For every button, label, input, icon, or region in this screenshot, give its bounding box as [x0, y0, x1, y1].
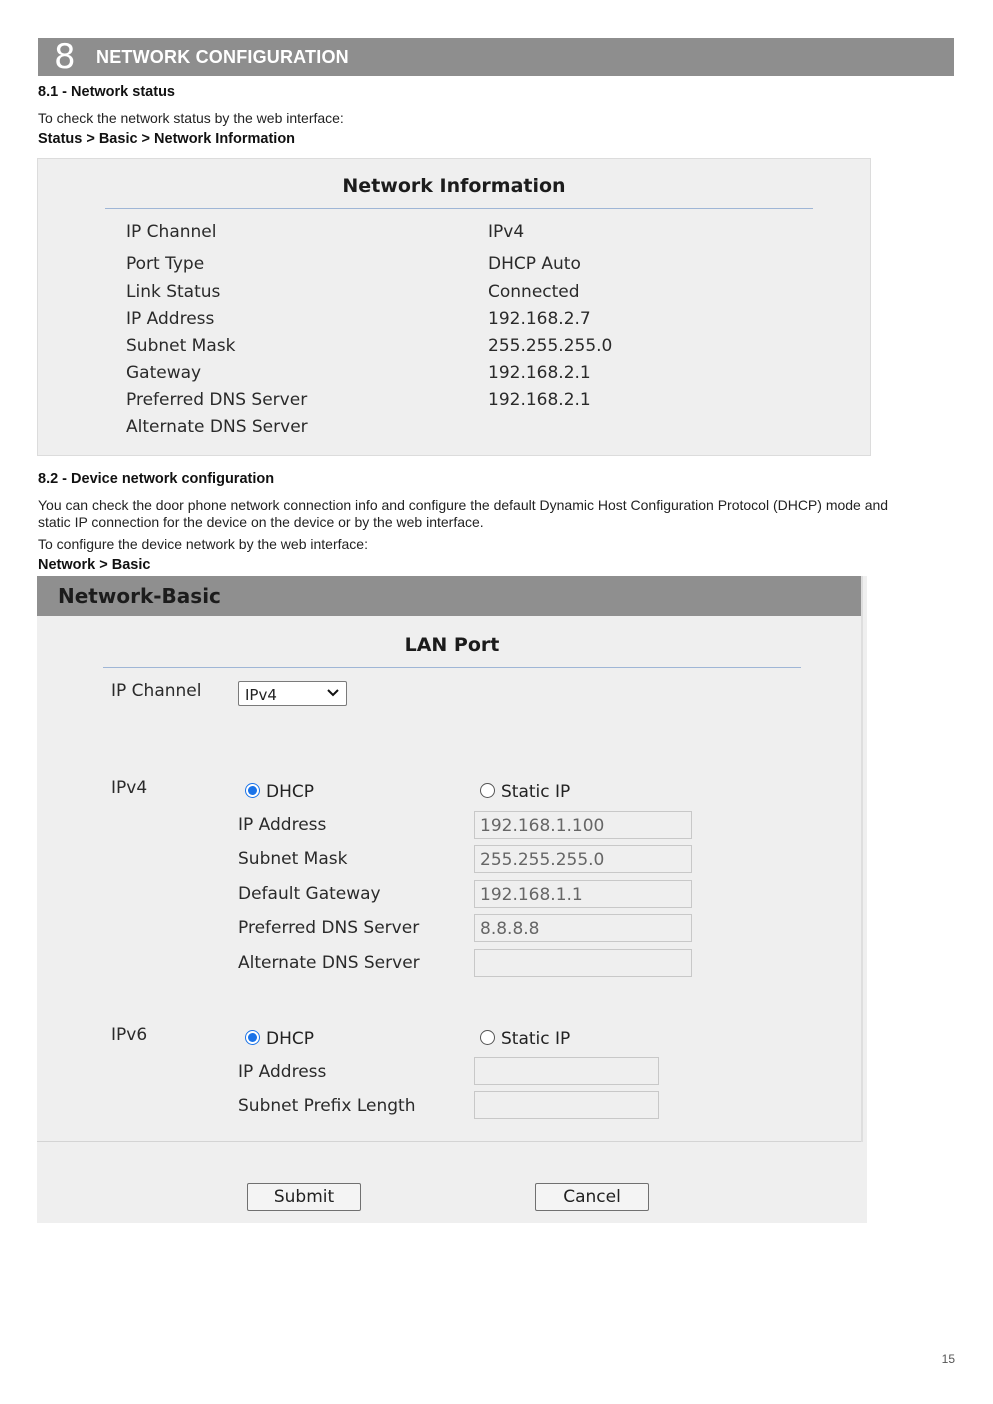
ipv4-preferred-dns-field[interactable]: 8.8.8.8 — [474, 914, 692, 942]
ipv6-dhcp-label: DHCP — [266, 1029, 314, 1049]
info-value-gateway: 192.168.2.1 — [488, 363, 591, 383]
ipv4-ip-address-label: IP Address — [238, 815, 327, 835]
ipv4-static-ip-label: Static IP — [501, 782, 571, 802]
ipv4-label: IPv4 — [111, 778, 148, 798]
ip-channel-label: IP Channel — [111, 681, 202, 701]
page-number: 15 — [941, 1352, 955, 1366]
info-value-subnet-mask: 255.255.255.0 — [488, 336, 613, 356]
ipv4-default-gateway-field[interactable]: 192.168.1.1 — [474, 880, 692, 908]
network-basic-screenshot — [37, 576, 867, 1223]
ipv6-label: IPv6 — [111, 1025, 148, 1045]
ipv6-static-ip-radio[interactable] — [480, 1030, 495, 1045]
info-label-subnet-mask: Subnet Mask — [126, 336, 236, 356]
info-label-port-type: Port Type — [126, 254, 205, 274]
ipv6-ip-address-label: IP Address — [238, 1062, 327, 1082]
chapter-title: NETWORK CONFIGURATION — [96, 47, 349, 67]
ip-channel-select[interactable] — [238, 681, 347, 706]
ipv6-static-ip-label: Static IP — [501, 1029, 571, 1049]
section-heading-device-network: 8.2 - Device network configuration — [38, 471, 275, 487]
title-divider — [105, 208, 813, 209]
network-information-screenshot — [37, 158, 871, 456]
info-value-port-type: DHCP Auto — [488, 254, 581, 274]
info-value-link-status: Connected — [488, 282, 580, 302]
form-divider — [37, 1141, 861, 1142]
ipv4-ip-address-field[interactable]: 192.168.1.100 — [474, 811, 692, 839]
info-label-gateway: Gateway — [126, 363, 202, 383]
ipv4-alternate-dns-label: Alternate DNS Server — [238, 953, 420, 973]
section-heading-network-status: 8.1 - Network status — [38, 84, 175, 100]
lan-port-divider — [103, 667, 801, 668]
info-label-link-status: Link Status — [126, 282, 221, 302]
chevron-down-icon — [327, 688, 339, 698]
info-label-ip-address: IP Address — [126, 309, 215, 329]
ipv6-dhcp-radio[interactable] — [245, 1030, 260, 1045]
section2-paragraph-line2: static IP connection for the device on the device or by the web interface. — [38, 514, 484, 530]
section1-menu-path: Status > Basic > Network Information — [38, 131, 296, 147]
chapter-number: 8 — [54, 37, 76, 77]
info-value-ip-channel: IPv4 — [488, 222, 525, 242]
section1-intro: To check the network status by the web interface: — [38, 110, 344, 126]
info-value-preferred-dns: 192.168.2.1 — [488, 390, 591, 410]
ipv6-ip-address-field[interactable] — [474, 1057, 659, 1085]
section2-paragraph-line1: You can check the door phone network connection info and configure the default Dynamic Host Configuration Protocol (DHCP) mode and — [38, 497, 889, 513]
ipv6-subnet-prefix-length-field[interactable] — [474, 1091, 659, 1119]
ipv4-dhcp-radio[interactable] — [245, 783, 260, 798]
ip-channel-selected-value: IPv4 — [245, 686, 277, 704]
lan-port-title: LAN Port — [404, 634, 500, 656]
ipv4-default-gateway-label: Default Gateway — [238, 884, 381, 904]
section2-menu-path: Network > Basic — [38, 557, 151, 573]
panel-edge — [861, 576, 863, 1142]
ipv4-static-ip-radio[interactable] — [480, 783, 495, 798]
info-label-ip-channel: IP Channel — [126, 222, 217, 242]
info-label-preferred-dns: Preferred DNS Server — [126, 390, 308, 410]
info-label-alternate-dns: Alternate DNS Server — [126, 417, 308, 437]
network-basic-title: Network-Basic — [58, 584, 221, 608]
submit-button[interactable]: Submit — [247, 1183, 361, 1211]
cancel-button[interactable]: Cancel — [535, 1183, 649, 1211]
ipv6-subnet-prefix-length-label: Subnet Prefix Length — [238, 1096, 416, 1116]
ipv4-subnet-mask-label: Subnet Mask — [238, 849, 348, 869]
ipv4-preferred-dns-label: Preferred DNS Server — [238, 918, 420, 938]
network-information-title: Network Information — [342, 175, 566, 197]
ipv4-dhcp-label: DHCP — [266, 782, 314, 802]
ipv4-alternate-dns-field[interactable] — [474, 949, 692, 977]
info-value-ip-address: 192.168.2.7 — [488, 309, 591, 329]
ipv4-subnet-mask-field[interactable]: 255.255.255.0 — [474, 845, 692, 873]
section2-intro: To configure the device network by the web interface: — [38, 536, 368, 552]
